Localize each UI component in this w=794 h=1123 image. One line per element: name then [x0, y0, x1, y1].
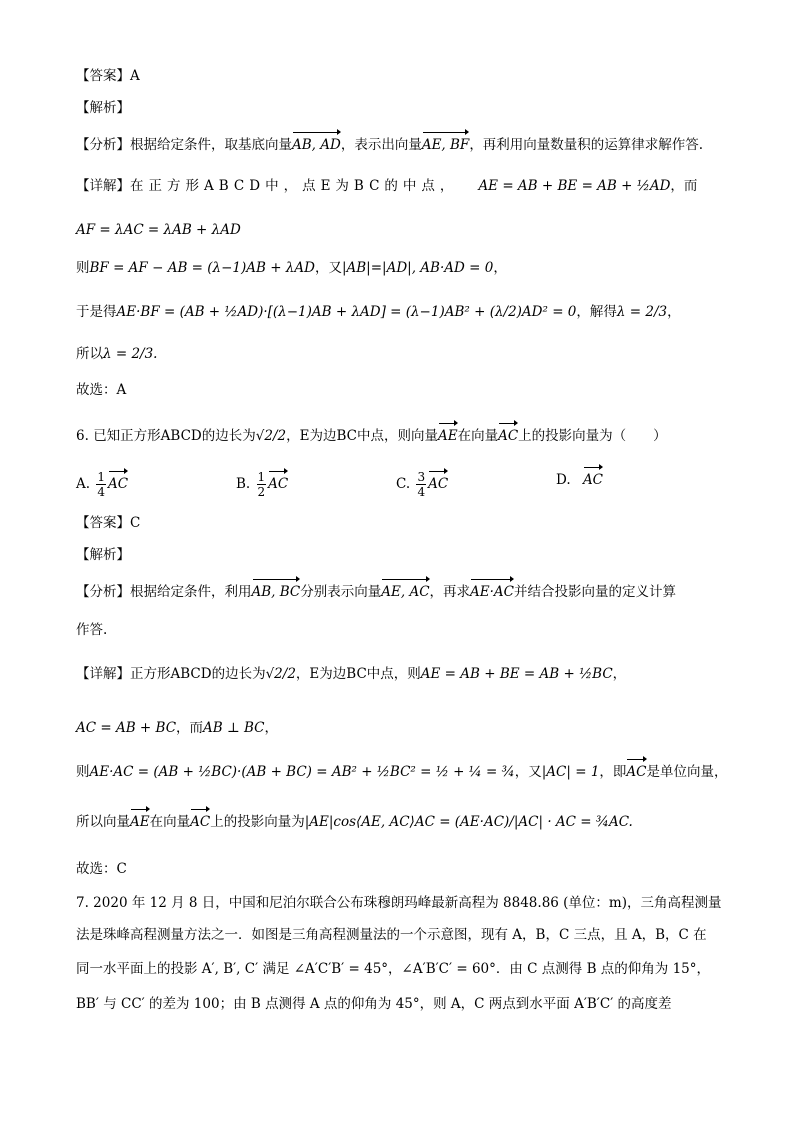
- formula: AE = AB + BE = AB + ½BC: [420, 666, 613, 682]
- formula: √2/2: [265, 666, 296, 682]
- denominator: 4: [97, 485, 105, 499]
- formula: λ = 2/3: [616, 304, 668, 320]
- vector: AC: [582, 472, 604, 488]
- choose-line-q5: [76, 380, 126, 400]
- text: 是单位向量，: [646, 764, 728, 780]
- text: ，E为边BC中点，则: [295, 666, 421, 682]
- question-7-line-1: [76, 893, 722, 913]
- formula: AC = AB + BC: [76, 720, 177, 736]
- detail-label: 【详解】: [76, 178, 130, 194]
- question-6-stem: [76, 426, 667, 446]
- text: ，: [667, 304, 681, 320]
- option-d[interactable]: [556, 470, 603, 490]
- text: ，即: [599, 764, 627, 780]
- option-label: B.: [236, 476, 251, 492]
- analysis-line-2-q6: [76, 620, 107, 640]
- formula: |AE|cos⟨AE, AC⟩AC = (AE·AC)/|AC| · AC = ¾AC.: [304, 814, 633, 830]
- stem-text: 在向量: [457, 428, 499, 444]
- answer-line-q5: [76, 66, 140, 86]
- formula: √2/2: [255, 428, 287, 444]
- analysis-tag: 【解析】: [76, 100, 130, 116]
- text: 于是得: [76, 304, 117, 320]
- numerator: 1: [257, 470, 266, 484]
- analysis-text: 根据给定条件，取基底向量: [130, 137, 292, 153]
- text: 所以: [76, 346, 103, 362]
- fraction: [257, 470, 267, 499]
- analysis-label: 【分析】: [76, 584, 130, 600]
- question-7-line-3: [76, 959, 710, 979]
- text: ，再求: [429, 584, 471, 600]
- numerator: 1: [97, 470, 105, 484]
- option-a[interactable]: [76, 470, 128, 499]
- detail-line-4-q6: [76, 812, 633, 832]
- detail-text: ，而: [670, 178, 698, 194]
- option-label: A.: [76, 476, 91, 492]
- text: 分别表示向量: [300, 584, 382, 600]
- text: ，又: [314, 260, 342, 276]
- formula: |AC| = 1: [541, 764, 600, 780]
- formula: AE·BF = (AB + ½AD)·[(λ−1)AB + λAD] = (λ−1)AB² + (λ/2)AD² = 0: [116, 304, 577, 320]
- text: ，: [612, 666, 627, 682]
- analysis-line-q5: [76, 135, 703, 155]
- text: 作答.: [76, 622, 108, 638]
- detail-line-4-q5: [76, 302, 681, 322]
- text: ，又: [514, 764, 542, 780]
- option-label: D.: [556, 472, 571, 488]
- formula: BF = AF − AB = (λ−1)AB + λAD: [89, 260, 315, 276]
- text: 上的投影向量为: [210, 814, 305, 830]
- text: 根据给定条件，利用: [130, 584, 252, 600]
- vector: AC: [268, 476, 289, 492]
- answer-tag: 【答案】: [76, 515, 130, 531]
- analysis-tag: 【解析】: [76, 547, 130, 563]
- vector: AE: [130, 814, 150, 830]
- vector: AC: [498, 428, 519, 444]
- analysis-tag-q5: [76, 98, 130, 118]
- stem-text: 上的投影向量为（ ）: [518, 428, 667, 444]
- formula: λ = 2/3.: [103, 346, 158, 362]
- detail-line-2-q5: [76, 220, 241, 240]
- answer-value: A: [130, 68, 140, 84]
- detail-line-3-q5: [76, 258, 507, 278]
- option-label: C.: [396, 476, 411, 492]
- answer-tag: 【答案】: [76, 68, 130, 84]
- vector-expression: AB, AD: [292, 137, 341, 153]
- detail-label: 【详解】: [76, 666, 130, 682]
- stem-text: ，E为边BC中点，则向量: [286, 428, 438, 444]
- analysis-text: ，再利用向量数量积的运算律求解作答.: [469, 137, 704, 153]
- question-number: 6.: [76, 428, 89, 444]
- analysis-tag-q6: [76, 545, 130, 565]
- stem-text: 已知正方形ABCD的边长为: [93, 428, 256, 444]
- detail-line-3-q6: [76, 762, 728, 782]
- text: ，: [264, 720, 278, 736]
- denominator: 2: [257, 485, 266, 499]
- vector: AC: [428, 476, 449, 492]
- detail-line-5-q5: [76, 344, 157, 364]
- question-7-line-4: [76, 994, 672, 1014]
- fraction: [96, 470, 106, 499]
- text: ，解得: [576, 304, 617, 320]
- text: 并结合投影向量的定义计算: [514, 584, 677, 600]
- text: ，: [493, 260, 507, 276]
- text: 在向量: [149, 814, 191, 830]
- analysis-label: 【分析】: [76, 137, 130, 153]
- formula: AB ⊥ BC: [203, 720, 265, 736]
- stem-text: 同一水平面上的投影 A′, B′, C′ 满足 ∠A′C′B′ = 45°，∠A′B′C′ = 60°．由 C 点测得 B 点的仰角为 15°，: [76, 961, 711, 977]
- vector-expression: AE·AC: [470, 584, 515, 600]
- vector: AC: [626, 764, 647, 780]
- analysis-line-1-q6: [76, 582, 676, 602]
- option-b[interactable]: [236, 470, 288, 499]
- stem-text: 法是珠峰高程测量方法之一．如图是三角高程测量法的一个示意图，现有 A，B，C 三点，且 A，B，C 在: [76, 927, 707, 943]
- text: 正方形ABCD的边长为: [130, 666, 266, 682]
- choose-text: 故选：A: [76, 382, 127, 398]
- formula: AF = λAC = λAB + λAD: [76, 222, 241, 238]
- analysis-text: ，表示出向量: [340, 137, 422, 153]
- text: 则: [76, 260, 90, 276]
- stem-text: BB′ 与 CC′ 的差为 100；由 B 点测得 A 点的仰角为 45°，则 A，C 两点到水平面 A′B′C′ 的高度差: [76, 996, 672, 1012]
- formula: AE = AB + BE = AB + ½AD: [478, 178, 671, 194]
- fraction: [416, 470, 426, 499]
- vector-expression: AE, BF: [421, 137, 470, 153]
- vector: AC: [107, 476, 129, 492]
- text: 则: [76, 764, 90, 780]
- formula: AE·AC = (AB + ½BC)·(AB + BC) = AB² + ½BC² = ½ + ¼ = ¾: [89, 764, 515, 780]
- detail-line-2-q6: [76, 718, 278, 738]
- detail-line-1-q6: [76, 664, 626, 684]
- detail-line-1-q5: [76, 176, 697, 196]
- vector-expression: AE, AC: [381, 584, 430, 600]
- detail-text: 在正方形ABCD中，点E为BC的中点，: [130, 178, 459, 194]
- question-7-line-2: [76, 925, 707, 945]
- choose-text: 故选：C: [76, 861, 127, 877]
- stem-text: 7. 2020 年 12 月 8 日，中国和尼泊尔联合公布珠穆朗玛峰最新高程为 8848.86 (单位：m)，三角高程测量: [76, 895, 722, 911]
- text: 所以向量: [76, 814, 130, 830]
- answer-line-q6: [76, 513, 140, 533]
- vector-expression: AB, BC: [251, 584, 301, 600]
- choose-line-q6: [76, 859, 127, 879]
- vector: AE: [437, 428, 458, 444]
- numerator: 3: [417, 470, 426, 484]
- denominator: 4: [417, 485, 426, 499]
- vector: AC: [190, 814, 211, 830]
- formula: |AB|=|AD|, AB·AD = 0: [341, 260, 494, 276]
- option-c[interactable]: [396, 470, 448, 499]
- answer-value: C: [130, 515, 141, 531]
- text: ，而: [176, 720, 204, 736]
